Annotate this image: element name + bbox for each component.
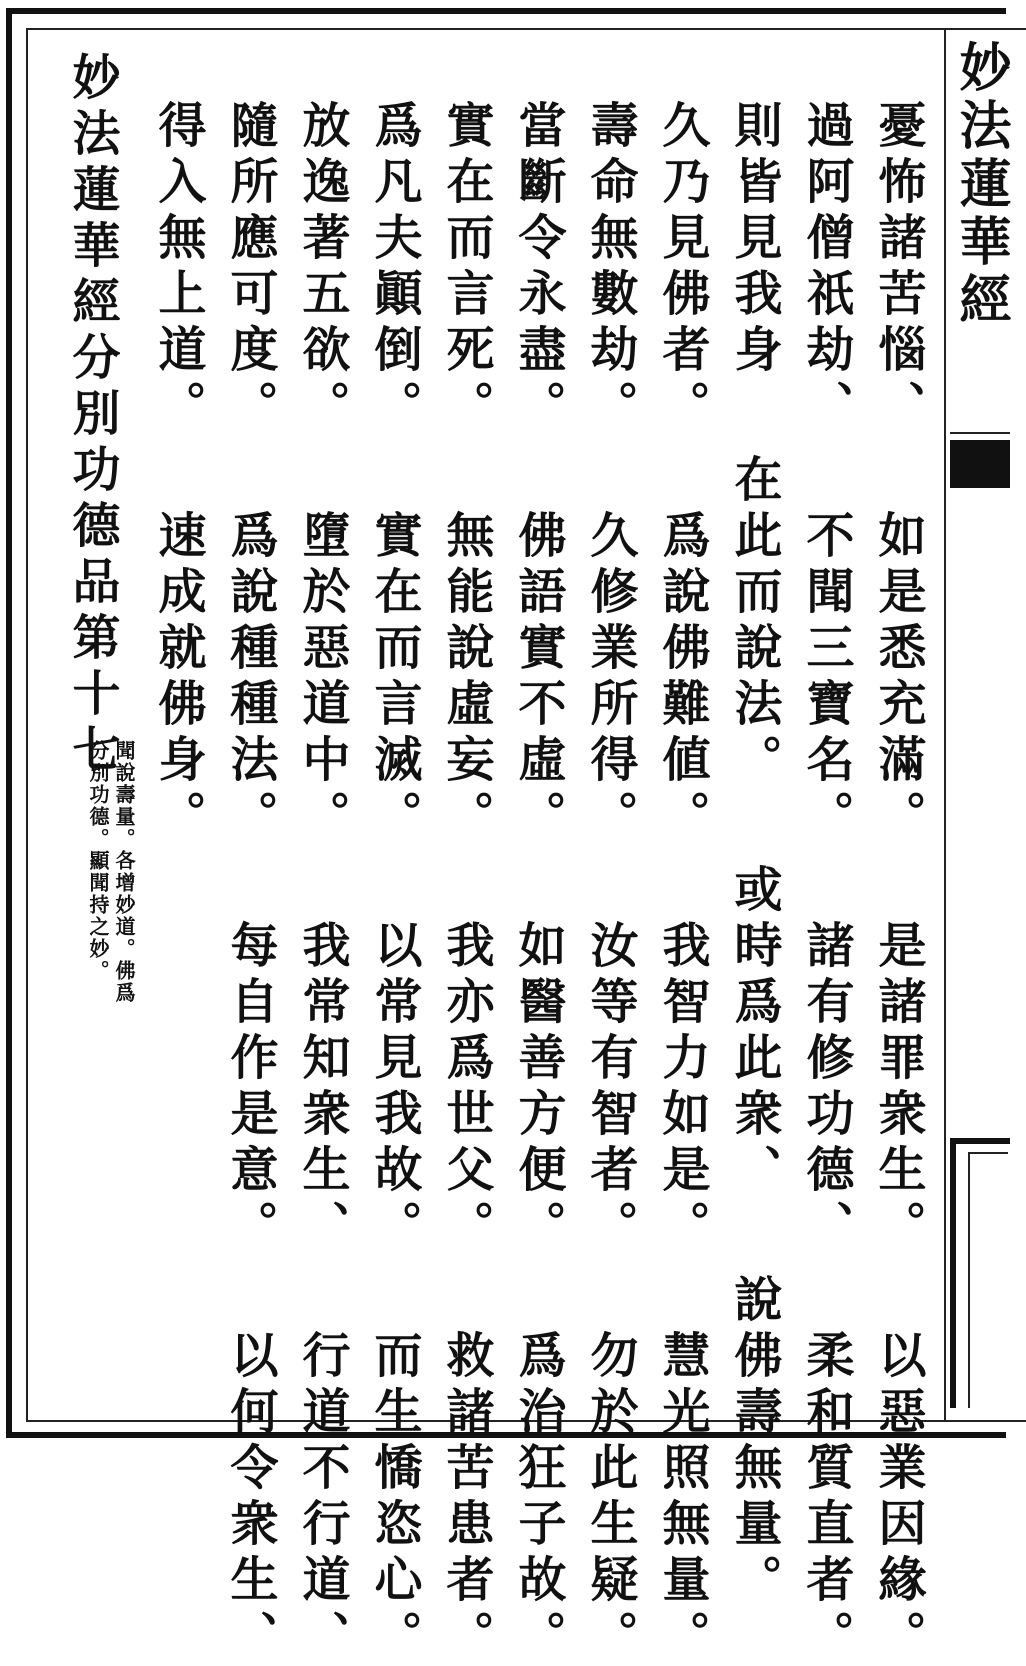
margin-rule [950, 432, 1010, 434]
verse-line: 墮於惡道中。 [294, 510, 350, 846]
chapter-title: 妙法蓮華經分別功德品第十七 [64, 52, 120, 780]
verse-line: 我智力如是。 [654, 920, 710, 1256]
verse-line: 或時爲此衆、 [726, 864, 782, 1200]
chapter-note-line: 分別功德。顯聞持之妙。 [86, 740, 110, 982]
verse-line: 柔和質直者。 [798, 1330, 854, 1666]
verse-line: 如醫善方便。 [510, 920, 566, 1256]
verse-line: 而生憍恣心。 [366, 1330, 422, 1666]
verse-line: 當斷令永盡。 [510, 100, 566, 436]
verse-line: 我常知衆生、 [294, 920, 350, 1256]
verse-line: 爲說種種法。 [222, 510, 278, 846]
verse-line: 爲凡夫顚倒。 [366, 100, 422, 436]
chapter-note [46, 740, 136, 1070]
verse-line: 爲治狂子故。 [510, 1330, 566, 1666]
verse-column [142, 100, 214, 1330]
verse-line: 以惡業因緣。 [870, 1330, 926, 1666]
verse-column [646, 100, 718, 1666]
verse-line: 則皆見我身 [726, 100, 782, 380]
verse-line: 爲說佛難値。 [654, 510, 710, 846]
verse-column [718, 100, 790, 1610]
verse-line: 速成就佛身。 [150, 510, 206, 846]
verse-column [574, 100, 646, 1666]
verse-line: 每自作是意。 [222, 920, 278, 1256]
verse-line: 隨所應可度。 [222, 100, 278, 436]
verse-line: 如是悉充滿。 [870, 510, 926, 846]
verse-column [502, 100, 574, 1666]
margin-box-inner [968, 1152, 1008, 1408]
verse-line: 說佛壽無量。 [726, 1274, 782, 1610]
next-page-title: 妙法蓮華經 [950, 40, 1011, 330]
verse-line: 行道不行道、 [294, 1330, 350, 1666]
verse-area [142, 100, 934, 1666]
verse-line: 久修業所得。 [582, 510, 638, 846]
verse-column [286, 100, 358, 1666]
verse-line: 救諸苦患者。 [438, 1330, 494, 1666]
verse-line: 慧光照無量。 [654, 1330, 710, 1666]
verse-column [430, 100, 502, 1666]
verse-line: 得入無上道。 [150, 100, 206, 436]
verse-line: 諸有修功德、 [798, 920, 854, 1256]
verse-line: 無能說虛妄。 [438, 510, 494, 846]
verse-line: 以常見我故。 [366, 920, 422, 1256]
verse-line: 壽命無數劫。 [582, 100, 638, 436]
verse-line: 勿於此生疑。 [582, 1330, 638, 1666]
verse-line: 以何令衆生、 [222, 1330, 278, 1666]
verse-column [862, 100, 934, 1666]
margin-black-tab [950, 440, 1010, 488]
verse-line: 放逸著五欲。 [294, 100, 350, 436]
verse-line: 憂怖諸苦惱、 [870, 100, 926, 436]
verse-column [790, 100, 862, 1666]
verse-line: 我亦爲世父。 [438, 920, 494, 1256]
verse-line: 是諸罪衆生。 [870, 920, 926, 1256]
verse-column [214, 100, 286, 1666]
verse-line: 實在而言死。 [438, 100, 494, 436]
page-fold-line [944, 28, 946, 1422]
verse-line: 佛語實不虛。 [510, 510, 566, 846]
verse-line: 實在而言滅。 [366, 510, 422, 846]
verse-column [358, 100, 430, 1666]
verse-line: 汝等有智者。 [582, 920, 638, 1256]
verse-line: 在此而說法。 [726, 454, 782, 790]
verse-line: 不聞三寶名。 [798, 510, 854, 846]
verse-line: 過阿僧祇劫、 [798, 100, 854, 436]
chapter-note-line: 聞說壽量。各增妙道。佛爲 [112, 740, 136, 1004]
verse-line: 久乃見佛者。 [654, 100, 710, 436]
